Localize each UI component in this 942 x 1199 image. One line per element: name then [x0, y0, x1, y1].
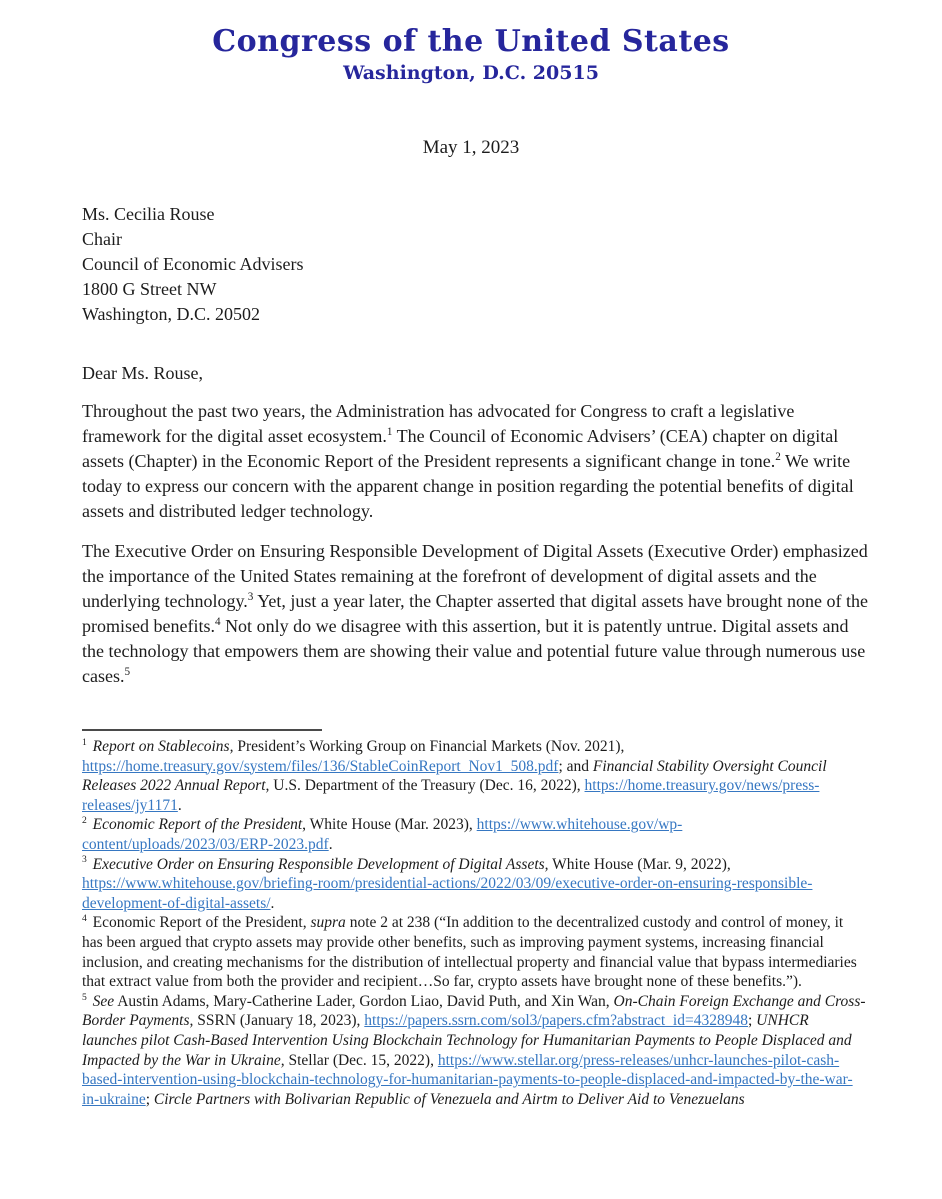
footnotes-section — [82, 737, 866, 1109]
footnote-separator — [82, 729, 322, 731]
letter-body — [82, 399, 870, 704]
text-run: ; — [145, 1090, 154, 1108]
footnote — [82, 855, 866, 914]
text-run: White House (Mar. 9, 2022), — [548, 855, 731, 873]
text-run: Not only do we disagree with this assertion, but it is patently untrue. Digital assets and the technology that empowers them are showing their value and potential future value through numerous use cases. — [82, 616, 866, 686]
text-run: . — [270, 894, 275, 912]
text-run: We write today to express our concern with the apparent change in position regarding the potential benefits of digital assets and distributed ledger technology. — [82, 451, 854, 521]
footnote — [82, 992, 866, 1110]
cited-title: supra — [310, 914, 346, 932]
text-run: ; — [747, 1012, 757, 1030]
text-run: Austin Adams, Mary-Catherine Lader, Gordon Liao, David Puth, and Xin Wan, — [114, 992, 614, 1010]
cited-title: UNHCR launches pilot Cash-Based Intervention Using Blockchain Technology for Humanitarian Payments to People Displaced and Impacted by the War in Ukraine, — [82, 1012, 852, 1069]
letter-date: May 1, 2023 — [422, 137, 520, 158]
letterhead — [0, 24, 942, 84]
text-run: SSRN (January 18, 2023), — [193, 1012, 365, 1030]
footnote-marker: 2 — [82, 815, 87, 827]
hyperlink[interactable]: https://home.treasury.gov/system/files/136/StableCoinReport_Nov1_508.pdf — [82, 757, 559, 775]
body-paragraph — [82, 539, 870, 689]
recipient-line: Chair — [82, 229, 122, 249]
cited-title: Financial Stability Oversight Council Releases 2022 Annual Report, — [82, 757, 827, 795]
recipient-line: 1800 G Street NW — [82, 279, 217, 299]
text-run: , White House (Mar. 2023), — [302, 816, 477, 834]
recipient-line: Council of Economic Advisers — [82, 254, 304, 274]
recipient-block — [82, 202, 303, 327]
footnote-marker: 4 — [82, 913, 87, 925]
footnote-marker: 3 — [82, 854, 87, 866]
footnote-ref: 2 — [775, 451, 781, 463]
text-run: Yet, just a year later, the Chapter asserted that digital assets have brought none of the promised benefits. — [82, 591, 868, 636]
text-run: note 2 at 238 (“In addition to the decentralized custody and control of money, it has been argued that crypto assets may provide other benefits, such as improving payment systems, increasing financial inclusion, and creating mechanisms for the distribution of intellectual property and financial value that bypass intermediaries that extract value from both the provider and recipient…So far, crypto assets have brought none of these benefits.”). — [82, 914, 857, 991]
cited-title: Economic Report of the President — [92, 816, 303, 834]
cited-title: See — [92, 992, 115, 1010]
body-paragraph — [82, 399, 870, 524]
footnote-marker: 1 — [82, 736, 87, 748]
footnote — [82, 737, 866, 815]
text-run: Stellar (Dec. 15, 2022), — [284, 1051, 438, 1069]
footnote-ref: 3 — [247, 591, 254, 603]
cited-title: Circle Partners with Bolivarian Republic of Venezuela and Airtm to Deliver Aid to Venezuelans — [153, 1090, 745, 1108]
footnote-ref: 5 — [124, 666, 131, 678]
hyperlink[interactable]: https://www.stellar.org/press-releases/unhcr-launches-pilot-cash-based-intervention-using-blockchain-technology-for-humanitarian-payments-to-people-displaced-and-impacted-by-the-war-in-ukraine — [82, 1051, 853, 1108]
salutation: Dear Ms. Rouse, — [82, 363, 203, 383]
letterhead-title: Congress of the United States — [212, 24, 730, 59]
cited-title: Executive Order on Ensuring Responsible Development of Digital Assets, — [92, 855, 549, 873]
letterhead-subtitle: Washington, D.C. 20515 — [343, 62, 599, 84]
text-run: ; and — [558, 757, 593, 775]
text-run: The Executive Order on Ensuring Responsible Development of Digital Assets (Executive Order) emphasized the importance of the United States remaining at the forefront of development of digital assets and the underlying technology. — [82, 541, 868, 611]
footnote — [82, 913, 866, 991]
cited-title: Report on Stablecoins, — [92, 738, 234, 755]
text-run: . — [177, 796, 182, 814]
hyperlink[interactable]: https://papers.ssrn.com/sol3/papers.cfm?abstract_id=4328948 — [364, 1012, 748, 1030]
text-run: . — [328, 835, 333, 853]
footnote — [82, 815, 866, 854]
hyperlink[interactable]: https://home.treasury.gov/news/press-releases/jy1171 — [82, 777, 820, 814]
hyperlink[interactable]: https://www.whitehouse.gov/briefing-room/presidential-actions/2022/03/09/executive-order-on-ensuring-responsible-development-of-digital-assets/ — [82, 875, 813, 912]
text-run: Throughout the past two years, the Administration has advocated for Congress to craft a legislative framework for the digital asset ecosystem. — [82, 401, 795, 446]
text-run: Economic Report of the President, — [92, 914, 311, 932]
recipient-line: Washington, D.C. 20502 — [82, 304, 261, 324]
hyperlink[interactable]: https://www.whitehouse.gov/wp-content/uploads/2023/03/ERP-2023.pdf — [82, 816, 683, 853]
cited-title: On-Chain Foreign Exchange and Cross-Border Payments, — [82, 992, 866, 1030]
footnote-ref: 4 — [214, 616, 221, 628]
text-run: U.S. Department of the Treasury (Dec. 16, 2022), — [269, 777, 585, 795]
footnote-ref: 1 — [386, 426, 393, 438]
recipient-line: Ms. Cecilia Rouse — [82, 204, 215, 224]
footnote-marker: 5 — [82, 991, 87, 1003]
text-run: President’s Working Group on Financial Markets (Nov. 2021), — [233, 738, 625, 755]
text-run: The Council of Economic Advisers’ (CEA) chapter on digital assets (Chapter) in the Economic Report of the President represents a significant change in tone. — [82, 426, 839, 471]
